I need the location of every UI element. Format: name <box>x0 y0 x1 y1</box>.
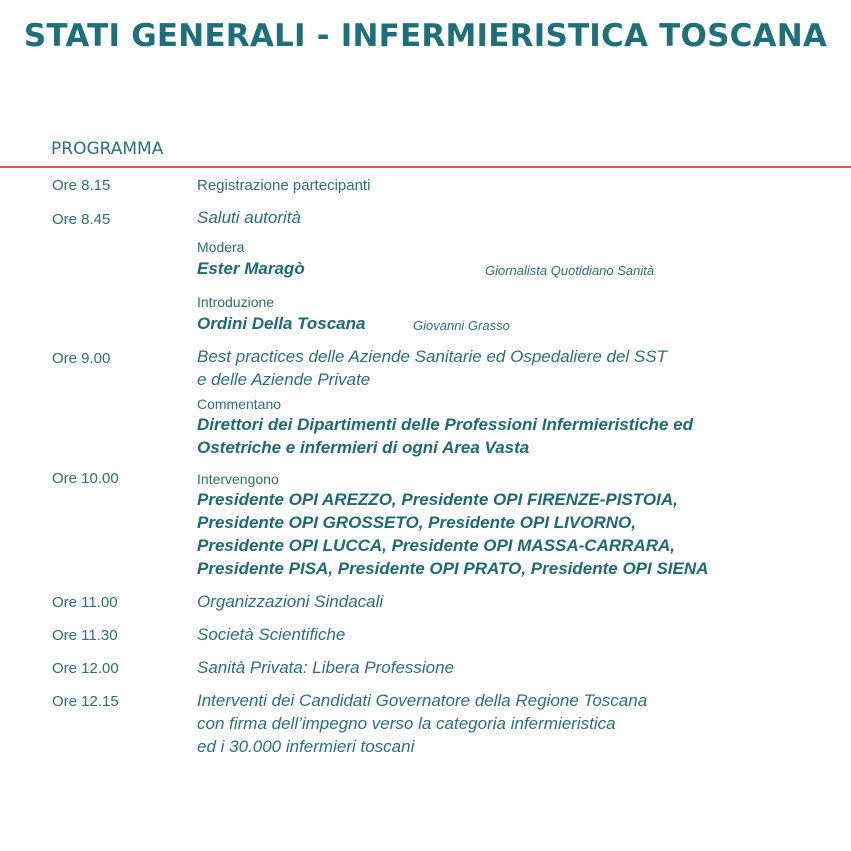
commentators-line: Ostetriche e infermieri di ogni Area Vasta <box>197 438 530 457</box>
agenda-item-title: Organizzazioni Sindacali <box>197 592 384 611</box>
agenda-item-line: con firma dell’impegno verso la categoria infermieristica <box>197 714 616 733</box>
time-label: Ore 8.45 <box>52 211 111 228</box>
divider <box>0 166 851 168</box>
speakers-line: Presidente PISA, Presidente OPI PRATO, Presidente OPI SIENA <box>197 559 709 578</box>
time-label: Ore 9.00 <box>52 350 111 367</box>
time-label: Ore 12.15 <box>52 693 119 710</box>
moderator-role: Giornalista Quotidiano Sanità <box>485 263 655 278</box>
speakers-line: Presidente OPI AREZZO, Presidente OPI FIRENZE-PISTOIA, <box>197 490 678 509</box>
agenda-item-title: Società Scientifiche <box>197 625 346 644</box>
agenda-item-line: e delle Aziende Private <box>197 370 371 389</box>
moderator-name: Ester Maragò <box>197 259 305 278</box>
time-label: Ore 8.15 <box>52 177 111 194</box>
agenda-item-title: Saluti autorità <box>197 208 301 227</box>
section-heading: PROGRAMMA <box>51 139 164 159</box>
time-label: Ore 12.00 <box>52 660 119 677</box>
commentators-label: Commentano <box>197 396 282 412</box>
time-label: Ore 11.00 <box>52 594 118 611</box>
moderator-label: Modera <box>197 239 245 255</box>
agenda-item-line: ed i 30.000 infermieri toscani <box>197 737 415 756</box>
agenda-item-line: Interventi dei Candidati Governatore della Regione Toscana <box>197 691 648 710</box>
agenda-item-title: Sanità Privata: Libera Professione <box>197 658 455 677</box>
time-label: Ore 11.30 <box>52 627 118 644</box>
speakers-line: Presidente OPI GROSSETO, Presidente OPI LIVORNO, <box>197 513 636 532</box>
commentators-line: Direttori dei Dipartimenti delle Professioni Infermieristiche ed <box>197 415 693 434</box>
intro-person: Giovanni Grasso <box>413 318 510 333</box>
speakers-label: Intervengono <box>197 471 279 487</box>
agenda-item-line: Best practices delle Aziende Sanitarie ed Ospedaliere del SST <box>197 347 667 366</box>
agenda-item-text: Registrazione partecipanti <box>197 177 371 194</box>
time-label: Ore 10.00 <box>52 470 119 487</box>
intro-name: Ordini Della Toscana <box>197 314 366 333</box>
speakers-line: Presidente OPI LUCCA, Presidente OPI MASSA-CARRARA, <box>197 536 675 555</box>
page-title: STATI GENERALI - INFERMIERISTICA TOSCANA <box>23 18 828 54</box>
intro-label: Introduzione <box>197 294 275 310</box>
